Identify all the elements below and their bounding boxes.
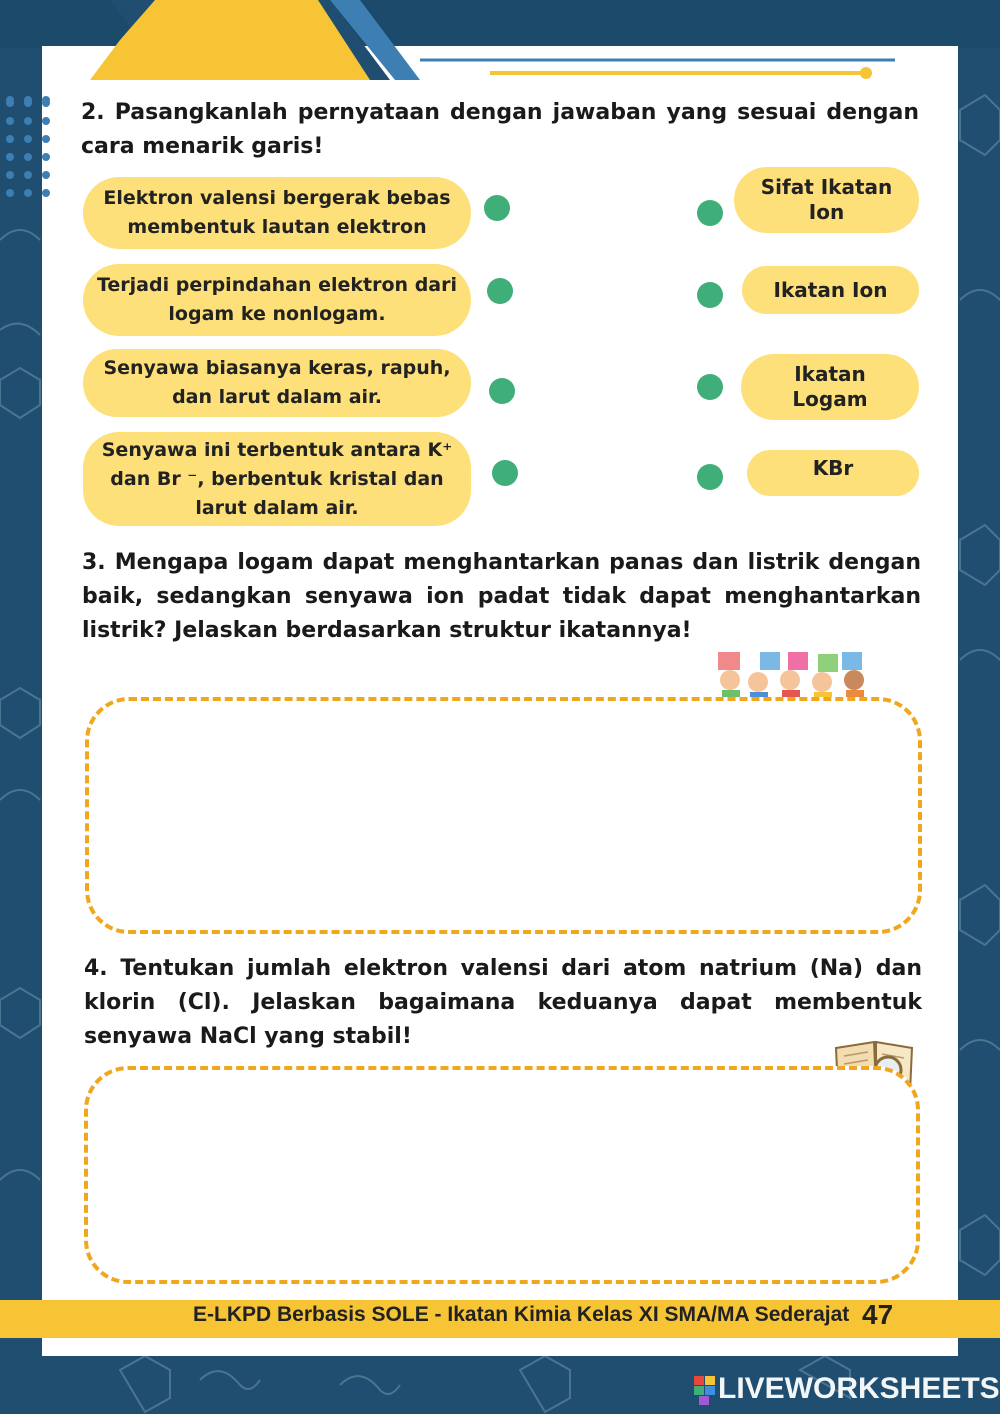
- left-item-1: Elektron valensi bergerak bebas membentuk lautan elektron: [83, 177, 471, 249]
- dots-decoration: [0, 95, 60, 215]
- right-item-4: KBr: [747, 450, 919, 496]
- left-match-dot-3[interactable]: [489, 378, 515, 404]
- left-match-dot-2[interactable]: [487, 278, 513, 304]
- page-number: 47: [862, 1299, 894, 1330]
- right-item-2: Ikatan Ion: [742, 266, 919, 314]
- question-3-text: 3. Mengapa logam dapat menghantarkan panas dan listrik dengan baik, sedangkan senyawa ion padat tidak dapat menghantarkan listrik? Jelaskan berdasarkan struktur ikatannya!: [82, 550, 921, 643]
- answer-input-question-3[interactable]: [107, 719, 900, 912]
- right-match-dot-3[interactable]: [697, 374, 723, 400]
- left-item-2: Terjadi perpindahan elektron dari logam ke nonlogam.: [83, 264, 471, 336]
- answer-box-question-4[interactable]: [84, 1066, 920, 1284]
- right-match-dot-4[interactable]: [697, 464, 723, 490]
- left-item-4: Senyawa ini terbentuk antara K⁺ dan Br ⁻, berbentuk kristal dan larut dalam air.: [83, 432, 471, 526]
- liveworksheets-logo-icon: [694, 1376, 716, 1406]
- question-4-text: 4. Tentukan jumlah elektron valensi dari atom natrium (Na) dan klorin (Cl). Jelaskan bagaimana keduanya dapat membentuk senyawa NaCl yang stabil!: [84, 956, 922, 1049]
- question-2-text: 2. Pasangkanlah pernyataan dengan jawaban yang sesuai dengan cara menarik garis!: [81, 100, 919, 159]
- footer-title: E-LKPD Berbasis SOLE - Ikatan Kimia Kelas XI SMA/MA Sederajat: [193, 1303, 850, 1326]
- left-item-3: Senyawa biasanya keras, rapuh, dan larut dalam air.: [83, 349, 471, 417]
- left-match-dot-4[interactable]: [492, 460, 518, 486]
- left-match-dot-1[interactable]: [484, 195, 510, 221]
- answer-box-question-3[interactable]: [85, 697, 922, 934]
- right-item-3: Ikatan Logam: [741, 354, 919, 420]
- right-match-dot-1[interactable]: [697, 200, 723, 226]
- right-match-dot-2[interactable]: [697, 282, 723, 308]
- answer-input-question-4[interactable]: [106, 1088, 898, 1262]
- right-item-1: Sifat Ikatan Ion: [734, 167, 919, 233]
- liveworksheets-watermark: LIVEWORKSHEETS: [718, 1372, 1000, 1405]
